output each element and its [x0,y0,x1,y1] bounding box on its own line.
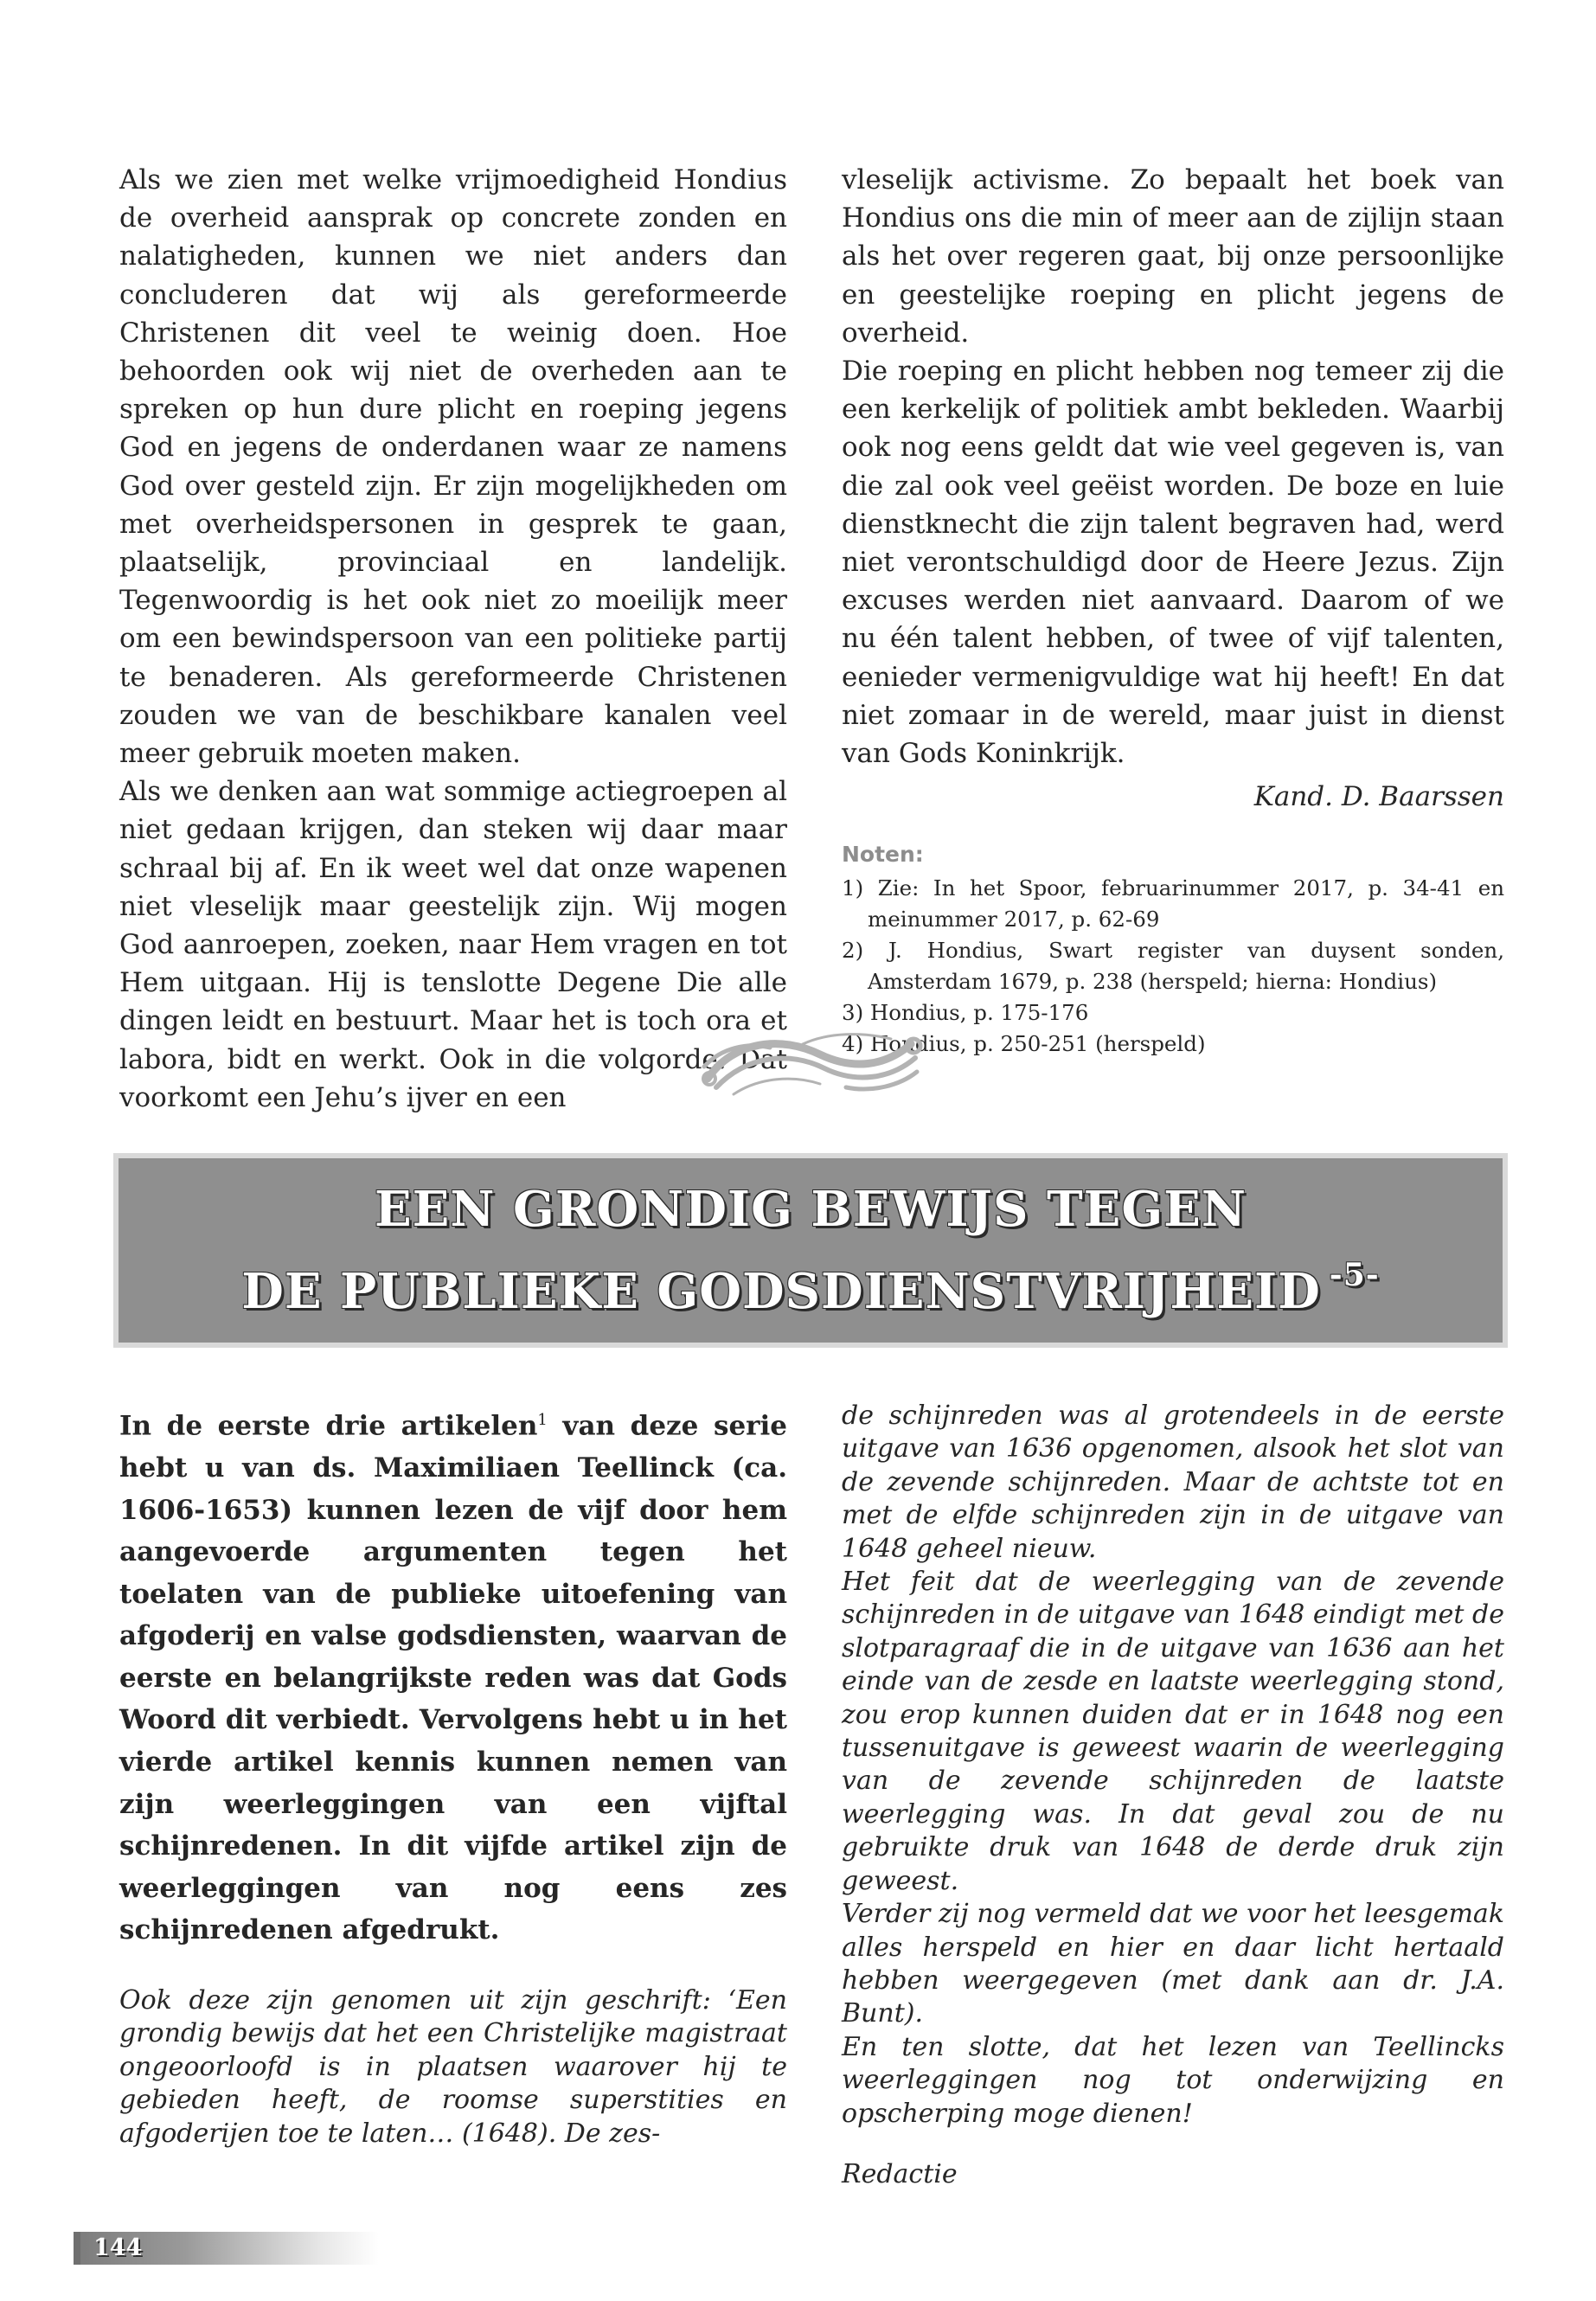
title-line-1: EEN GRONDIG BEWIJS TEGEN [374,1181,1247,1238]
lead-paragraph: In de eerste drie artikelen$^1$ van deze serie hebt u van ds. Maximiliaen Teellinck (ca. 1606-1653) kunnen lezen de vijf door hem aangevoerde argumenten tegen het toelaten van de publieke uitoefening van afgoderij en valse godsdiensten, waarvan de eerste en belangrijkste reden was dat Gods Woord dit verbiedt. Vervolgens hebt u in het vierde artikel kennis kunnen nemen van zijn weerleggingen van een vijftal schijnredenen. In dit vijfde artikel zijn de weerleggingen van nog eens zes schijnredenen afgedrukt. [119,1410,787,1946]
footnote-ref: 1 [537,1411,548,1429]
notes-heading: Noten: [842,842,924,868]
paragraph: vleselijk activisme. Zo bepaalt het boek van Hondius ons die min of meer aan de zijlijn staan als het over regeren gaat, bij onze persoonlijke en geestelijke roeping en plicht jegens de overheid. [842,164,1504,349]
intro-paragraph: Ook deze zijn genomen uit zijn geschrift: ‘Een grondig bewijs dat het een Christelijke magistraat ongeoorloofd is in plaatsen waarover hij te gebieden heeft, de roomse superstities en afgoderijen toe te laten… (1648). De zes- [119,1985,787,2149]
swirl-ornament-icon [699,1025,924,1105]
paragraph: En ten slotte, dat het lezen van Teellincks weerleggingen nog tot onderwijzing en opscherping moge dienen! [842,2031,1504,2129]
notes-list [842,873,1504,1060]
bottom-article-right-column [842,1400,1504,2191]
note-item: 2) J. Hondius, Swart register van duysent sonden, Amsterdam 1679, p. 238 (herspeld; hierna: Hondius) [842,938,1504,995]
paragraph: Die roeping en plicht hebben nog temeer zij die een kerkelijk of politiek ambt bekleden. Waarbij ook nog eens geldt dat wie veel gegeven is, van die zal ook veel geëist worden. De boze en luie dienstknecht die zijn talent begraven had, werd niet verontschuldigd door de Heere Jezus. Zijn excuses werden niet aanvaard. Daarom of we nu één talent hebben, of twee of vijf talenten, eenieder vermenigvuldige wat hij heeft! En dat niet zomaar in de wereld, maar juist in dienst van Gods Koninkrijk. [842,356,1504,770]
title-part-number: -5- [1329,1257,1380,1293]
bottom-article-left-column [119,1400,787,2150]
paragraph: de schijnreden was al grotendeels in de eerste uitgave van 1636 opgenomen, alsook het slot van de zevende schijnreden. Maar de achtste tot en met de elfde schijnreden zijn in de uitgave van 1648 geheel nieuw. [842,1400,1504,1564]
top-article-right-column [842,161,1504,1060]
author-signature: Kand. D. Baarssen [1253,781,1504,813]
paragraph: Het feit dat de weerlegging van de zevende schijnreden in de uitgave van 1648 eindigt met de slotparagraaf die in de uitgave van 1636 aan het einde van de zesde en laatste weerlegging stond, zou erop kunnen duiden dat er in 1648 nog een tussenuitgave is geweest waarin de weerlegging van de zevende schijnreden de laatste weerlegging was. In dat geval zou de nu gebruikte druk van 1648 de derde druk zijn geweest. [842,1567,1504,1896]
page-number: 144 [93,2234,143,2261]
paragraph: Verder zij nog vermeld dat we voor het leesgemak alles herspeld en hier en daar licht hertaald hebben weergegeven (met dank aan dr. J.A. Bunt). [842,1899,1504,2029]
article-title-banner [119,1158,1503,1343]
note-item: 1) Zie: In het Spoor, februarinummer 2017, p. 34-41 en meinummer 2017, p. 62-69 [842,875,1504,933]
title-line-2: DE PUBLIEKE GODSDIENSTVRIJHEID $^{-5-}$ [241,1257,1380,1320]
top-article-left-column [119,161,787,1117]
editor-signature: Redactie [842,2158,958,2189]
paragraph: Als we denken aan wat sommige actiegroepen al niet gedaan krijgen, dan steken wij daar maar schraal bij af. En ik weet wel dat onze wapenen niet vleselijk maar geestelijk zijn. Wij mogen God aanroepen, zoeken, naar Hem vragen en tot Hem uitgaan. Hij is tenslotte Degene Die alle dingen leidt en bestuurt. Maar het is toch ora et labora, bidt en werkt. Ook in die volgorde. Dat voorkomt een Jehu’s ijver en een [119,776,787,1113]
note-item: 4) Hondius, p. 250-251 (herspeld) [842,1031,1206,1057]
note-item: 3) Hondius, p. 175-176 [842,1000,1089,1026]
paragraph: Als we zien met welke vrijmoedigheid Hondius de overheid aansprak op concrete zonden en nalatigheden, kunnen we niet anders dan concluderen dat wij als gereformeerde Christenen dit veel te weinig doen. Hoe behoorden ook wij niet de overheden aan te spreken op hun dure plicht en roeping jegens God en jegens de onderdanen waar ze namens God over gesteld zijn. Er zijn mogelijkheden om met overheidspersonen in gesprek te gaan, plaatselijk, provinciaal en landelijk. Tegenwoordig is het ook niet zo moeilijk meer om een bewindspersoon van een politieke partij te benaderen. Als gereformeerde Christenen zouden we van de beschikbare kanalen veel meer gebruik moeten maken. [119,164,787,770]
